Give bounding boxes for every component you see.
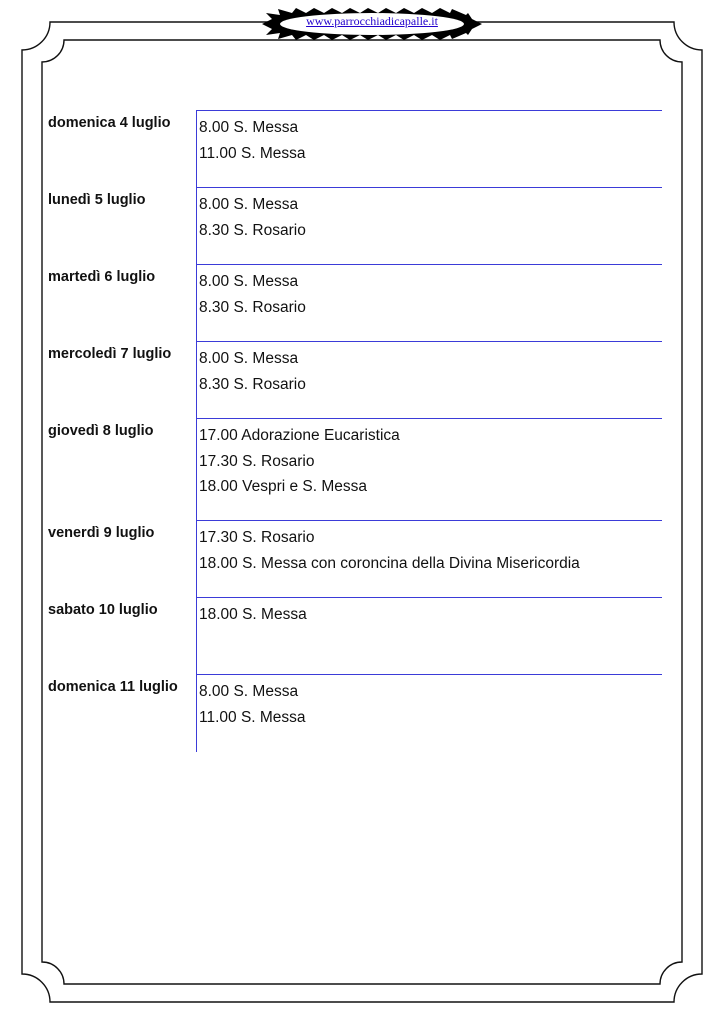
schedule-row — [48, 520, 662, 597]
day-events — [196, 188, 662, 265]
day-events — [196, 342, 662, 419]
day-label: sabato 10 luglio — [48, 602, 158, 618]
website-link[interactable]: www.parrocchiadicapalle.it — [306, 14, 438, 28]
event-item: 11.00 S. Messa — [199, 708, 306, 726]
schedule-row — [48, 110, 662, 187]
day-label: domenica 4 luglio — [48, 115, 171, 131]
schedule-row — [48, 187, 662, 264]
event-item: 17.00 Adorazione Eucaristica — [199, 427, 400, 444]
event-item: 8.00 S. Messa — [199, 196, 299, 213]
day-events — [196, 675, 662, 752]
event-item: 8.00 S. Messa — [199, 273, 299, 290]
day-events — [196, 419, 662, 521]
day-events — [196, 521, 662, 598]
event-item: 8.30 S. Rosario — [199, 298, 306, 316]
event-item: 8.00 S. Messa — [199, 350, 299, 367]
event-item: 11.00 S. Messa — [199, 144, 306, 162]
schedule-row — [48, 341, 662, 418]
event-item: 18.00 S. Messa — [199, 606, 307, 623]
event-item: 18.00 S. Messa con coroncina della Divina Misericordia — [199, 554, 580, 572]
day-events — [196, 111, 662, 188]
schedule-row — [48, 597, 662, 674]
event-item: 8.00 S. Messa — [199, 683, 299, 700]
day-label: martedì 6 luglio — [48, 269, 156, 285]
event-item: 17.30 S. Rosario — [199, 452, 315, 470]
event-item: 8.30 S. Rosario — [199, 221, 306, 239]
day-label: mercoledì 7 luglio — [48, 346, 172, 362]
day-label: lunedì 5 luglio — [48, 192, 146, 208]
day-label: domenica 11 luglio — [48, 679, 178, 695]
weekly-schedule — [48, 110, 662, 751]
day-events — [196, 265, 662, 342]
day-label: giovedì 8 luglio — [48, 423, 154, 439]
schedule-row — [48, 418, 662, 520]
event-item: 8.00 S. Messa — [199, 119, 299, 136]
event-item: 8.30 S. Rosario — [199, 375, 306, 393]
day-label: venerdì 9 luglio — [48, 525, 155, 541]
event-item: 17.30 S. Rosario — [199, 529, 315, 546]
event-item: 18.00 Vespri e S. Messa — [199, 478, 368, 495]
schedule-row — [48, 674, 662, 751]
day-events — [196, 598, 662, 675]
schedule-row — [48, 264, 662, 341]
